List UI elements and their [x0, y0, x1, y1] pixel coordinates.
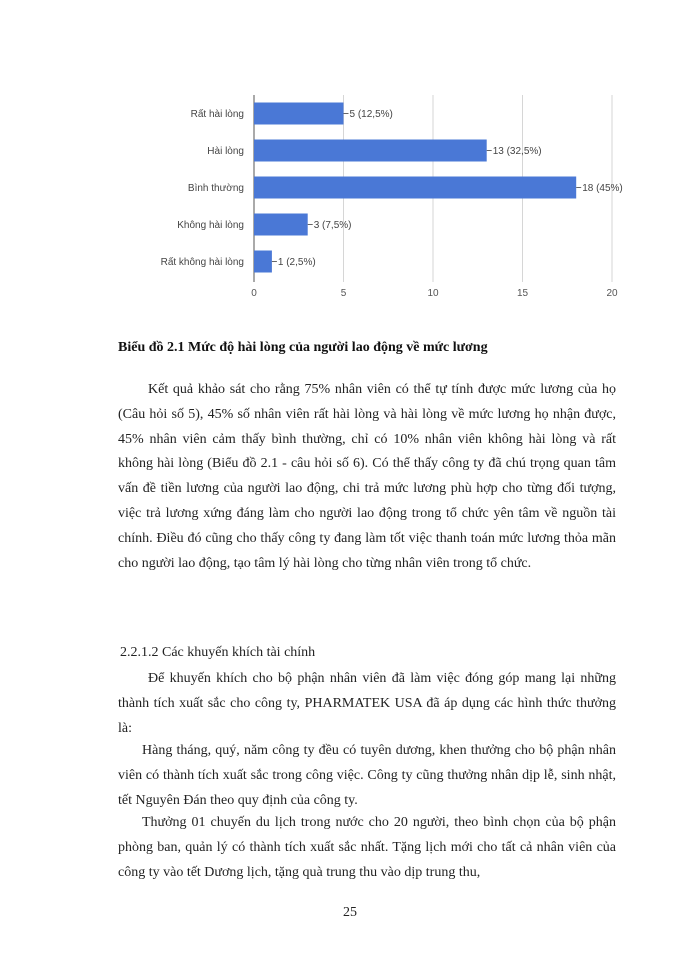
category-label: Rất không hài lòng	[160, 257, 244, 268]
bar	[254, 214, 308, 236]
data-label: 13 (32,5%)	[492, 146, 542, 157]
section-heading: 2.2.1.2 Các khuyến khích tài chính	[120, 645, 316, 660]
x-tick-label: 15	[516, 288, 529, 299]
paragraph-incentives-intro: Để khuyến khích cho bộ phận nhân viên đã làm việc đóng góp mang lại những thành tích xuất sắc cho công ty, PHARMATEK USA đã áp dụng các hình thức thưởng là:	[118, 671, 616, 736]
paragraph-monthly-rewards: Hàng tháng, quý, năm công ty đều có tuyên dương, khen thưởng cho bộ phận nhân viên có thành tích xuất sắc trong công việc. Công ty cũng thưởng nhân dịp lễ, sinh nhật, tết Nguyên Đán theo quy định của công ty.	[118, 743, 616, 808]
page-number: 25	[343, 905, 357, 920]
paragraph-travel-reward: Thưởng 01 chuyến du lịch trong nước cho 20 người, theo bình chọn của bộ phận phòng ban, quản lý có thành tích xuất sắc nhất. Tặng lịch mới cho tất cả nhân viên của công ty vào tết Dương lịch, tặng quà trung thu vào dịp trung thu,	[118, 815, 616, 880]
paragraph-survey-results: Kết quả khảo sát cho rằng 75% nhân viên có thể tự tính được mức lương của họ (Câu hỏi số 5), 45% số nhân viên rất hài lòng và hài lòng về mức lương họ nhận được, 45% nhân viên cảm thấy bình thường, chỉ có 10% nhân viên không hài lòng và rất không hài lòng (Biểu đồ 2.1 - câu hỏi số 6). Có thể thấy công ty đã chú trọng quan tâm vấn đề tiền lương của người lao động, chi trả mức lương phù hợp cho từng đối tượng, việc trả lương xứng đáng làm cho người lao động trong tổ chức yên tâm về nguồn tài chính. Điều đó cũng cho thấy công ty đang làm tốt việc thanh toán mức lương thỏa mãn cho người lao động, tạo tâm lý hài lòng cho từng nhân viên trong tổ chức.	[118, 382, 616, 571]
bar	[254, 103, 344, 125]
bar	[254, 251, 272, 273]
category-label: Không hài lòng	[177, 220, 244, 231]
data-label: 1 (2,5%)	[277, 257, 316, 268]
data-label: 18 (45%)	[582, 183, 623, 194]
chart-caption: Biểu đồ 2.1 Mức độ hài lòng của người lao động về mức lương	[118, 340, 488, 355]
x-tick-label: 20	[606, 288, 618, 299]
bar	[254, 177, 576, 199]
data-label: 5 (12,5%)	[349, 109, 393, 120]
category-label: Rất hài lòng	[190, 109, 244, 120]
category-label: Bình thường	[187, 183, 244, 194]
x-tick-label: 10	[427, 288, 439, 299]
satisfaction-bar-chart	[0, 0, 700, 310]
bar	[254, 140, 487, 162]
x-tick-label: 0	[251, 288, 257, 299]
data-label: 3 (7,5%)	[313, 220, 352, 231]
x-tick-label: 5	[340, 288, 347, 299]
category-label: Hài lòng	[207, 146, 244, 157]
